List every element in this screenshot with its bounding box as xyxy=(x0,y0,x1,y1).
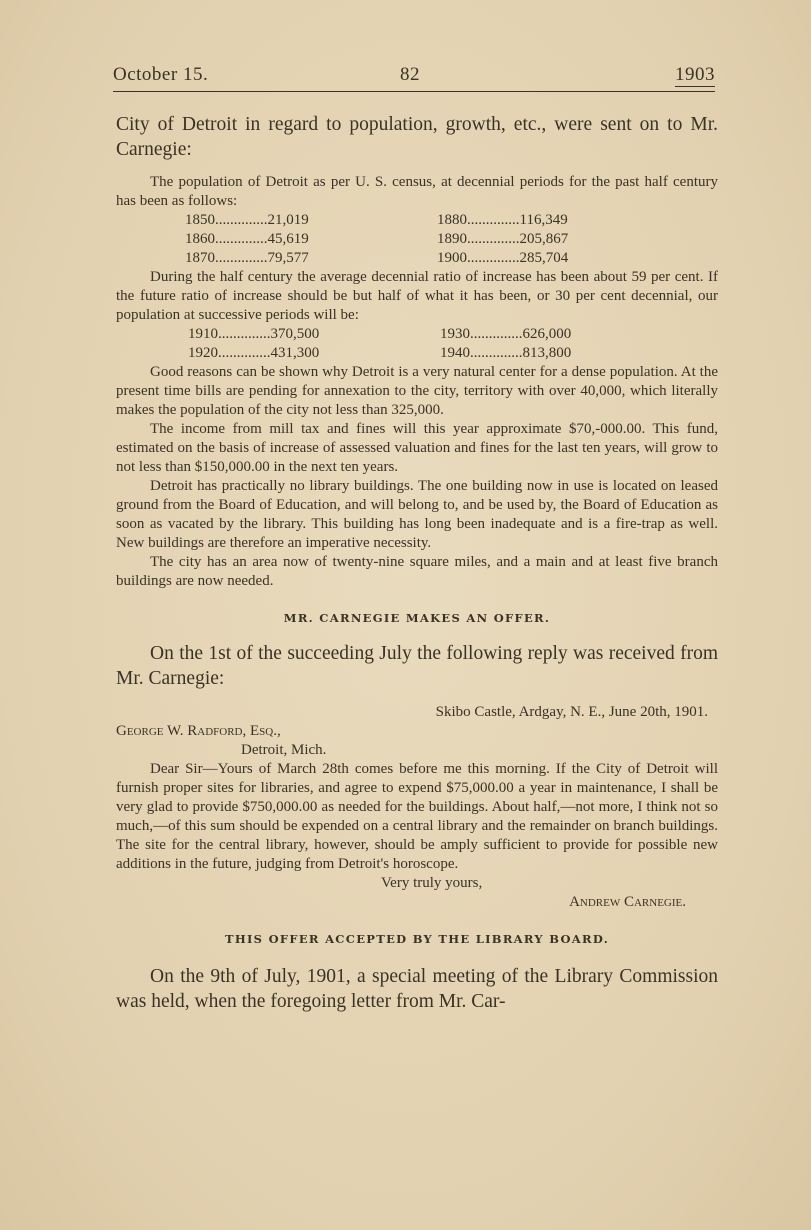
reply-intro: On the 1st of the succeeding July the following reply was received from Mr. Carnegie: xyxy=(116,643,718,689)
page-number: 82 xyxy=(400,64,420,85)
census-cell: 1900..............285,704 xyxy=(437,250,569,266)
projection-cell: 1920..............431,300 xyxy=(188,345,320,361)
population-intro: The population of Detroit as per U. S. census, at decennial periods for the past half century has been as follows: xyxy=(116,174,718,209)
table-row xyxy=(188,344,571,363)
ratio-paragraph: During the half century the average decennial ratio of increase has been about 59 per cent. If the future ratio of increase should be but half of what it has been, or 30 per cent decennial, our population at successive periods will be: xyxy=(116,269,718,323)
letter-closing: Very truly yours, xyxy=(381,875,483,891)
header-year: 1903 xyxy=(675,64,715,85)
section-heading: MR. CARNEGIE MAKES AN OFFER. xyxy=(283,611,551,625)
letter-city: Detroit, Mich. xyxy=(241,742,327,758)
page-body xyxy=(116,112,718,1014)
projection-cell: 1910..............370,500 xyxy=(188,326,320,342)
census-cell: 1860..............45,619 xyxy=(185,231,309,247)
table-row xyxy=(185,249,568,268)
header-rule xyxy=(113,91,715,92)
table-row xyxy=(185,211,568,230)
census-cell: 1890..............205,867 xyxy=(437,231,569,247)
body-paragraph: Detroit has practically no library buildings. The one building now in use is located on leased ground from the Board of Education, and will belong to, and be used by, the Board of Education as soon as vacated by the library. This building has long been inadequate and is a fire-trap as well. New buildings are therefore an imperative necessity. xyxy=(116,478,718,551)
census-cell: 1850..............21,019 xyxy=(185,212,309,228)
intro-paragraph: City of Detroit in regard to population, growth, etc., were sent on to Mr. Carnegie: xyxy=(116,114,718,160)
table-row xyxy=(185,230,568,249)
projection-table xyxy=(188,325,571,363)
census-cell: 1870..............79,577 xyxy=(185,250,309,266)
letter-addressee: George W. Radford, Esq., xyxy=(116,723,281,739)
letter-body: Dear Sir—Yours of March 28th comes before me this morning. If the City of Detroit will furnish proper sites for libraries, and agree to expend $75,000.00 a year in maintenance, I shall be very glad to provide $750,000.00 as needed for the buildings. About half,—not more, I think not so much,—of this sum should be expended on a central library and the remainder on branch buildings. The site for the central library, however, should be amply sufficient to provide for possible new additions in the future, judging from Detroit's horoscope. xyxy=(116,761,718,872)
table-row xyxy=(188,325,571,344)
letter-signature: Andrew Carnegie. xyxy=(569,894,686,910)
census-cell: 1880..............116,349 xyxy=(437,212,568,228)
page-header xyxy=(113,64,715,90)
body-paragraph: The income from mill tax and fines will this year approximate $70,-000.00. This fund, estimated on the basis of increase of assessed valuation and fines for the last ten years, will grow to not less than $150,000.00 in the next ten years. xyxy=(116,421,718,475)
body-paragraph: Good reasons can be shown why Detroit is a very natural center for a dense population. At the present time bills are pending for annexation to the city, territory with over 40,000, which literally makes the population of the city not less than 325,000. xyxy=(116,364,718,418)
header-date: October 15. xyxy=(113,64,209,85)
section-heading: THIS OFFER ACCEPTED BY THE LIBRARY BOARD. xyxy=(224,932,610,946)
projection-cell: 1930..............626,000 xyxy=(440,326,572,342)
body-paragraph: The city has an area now of twenty-nine square miles, and a main and at least five branch buildings are now needed. xyxy=(116,554,718,589)
final-paragraph: On the 9th of July, 1901, a special meeting of the Library Commission was held, when the foregoing letter from Mr. Car- xyxy=(116,966,718,1012)
projection-cell: 1940..............813,800 xyxy=(440,345,572,361)
census-table xyxy=(185,211,568,268)
letter-place-date: Skibo Castle, Ardgay, N. E., June 20th, 1901. xyxy=(435,704,708,720)
